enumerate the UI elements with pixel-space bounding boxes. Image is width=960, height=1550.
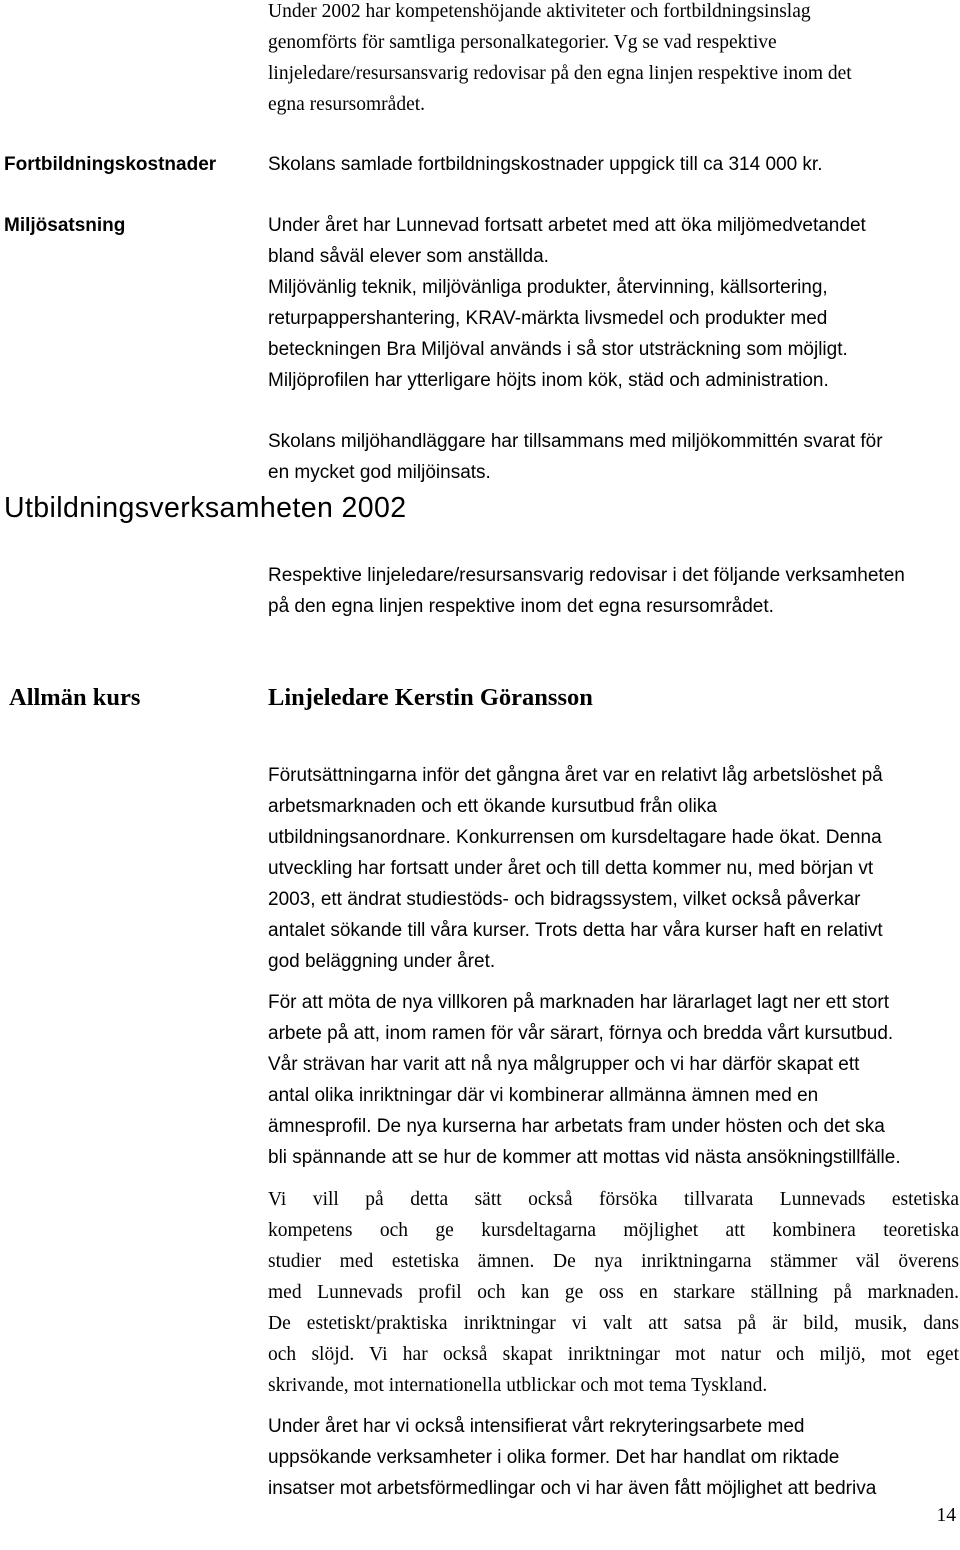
section-intro-line: på den egna linjen respektive inom det egna resursområdet. [268, 596, 774, 617]
course-line: med Lunnevads profil och kan ge oss en starkare ställning på marknaden. [268, 1282, 959, 1303]
miljo-line: en mycket god miljöinsats. [268, 462, 491, 483]
fortbildning-label: Fortbildningskostnader [4, 154, 217, 175]
miljo-line: Miljövänlig teknik, miljövänliga produkter, återvinning, källsortering, [268, 277, 828, 298]
course-line: För att möta de nya villkoren på marknaden har lärarlaget lagt ner ett stort [268, 992, 889, 1013]
course-line: arbete på att, inom ramen för vår särart, förnya och bredda vårt kursutbud. [268, 1023, 894, 1044]
page-number: 14 [936, 1505, 956, 1526]
course-leader: Linjeledare Kerstin Göransson [268, 684, 593, 711]
course-paragraph-justified [268, 1184, 959, 1401]
intro-line: egna resursområdet. [268, 94, 426, 115]
miljo-label: Miljösatsning [4, 215, 126, 236]
section-intro-line: Respektive linjeledare/resursansvarig redovisar i det följande verksamheten [268, 565, 905, 586]
course-line: studier med estetiska ämnen. De nya inriktningarna stämmer väl överens [268, 1251, 959, 1272]
course-line: bli spännande att se hur de kommer att mottas vid nästa ansökningstillfälle. [268, 1147, 901, 1168]
miljo-line: beteckningen Bra Miljöval används i så stor utsträckning som möjligt. [268, 339, 848, 360]
course-line: och slöjd. Vi har också skapat inriktningar mot natur och miljö, mot eget [268, 1344, 959, 1365]
course-line: uppsökande verksamheter i olika former. Det har handlat om riktade [268, 1447, 840, 1468]
course-line: utveckling har fortsatt under året och till detta kommer nu, med början vt [268, 858, 874, 879]
course-line: utbildningsanordnare. Konkurrensen om kursdeltagare hade ökat. Denna [268, 827, 882, 848]
course-line: antalet sökande till våra kurser. Trots detta har våra kurser haft en relativt [268, 920, 883, 941]
course-line: antal olika inriktningar där vi kombinerar allmänna ämnen med en [268, 1085, 819, 1106]
course-line: god beläggning under året. [268, 951, 496, 972]
course-line: skrivande, mot internationella utblickar och mot tema Tyskland. [268, 1375, 768, 1396]
course-line: De estetiskt/praktiska inriktningar vi valt att satsa på är bild, musik, dans [268, 1313, 959, 1334]
miljo-line: Skolans miljöhandläggare har tillsammans med miljökommittén svarat för [268, 431, 883, 452]
course-line: kompetens och ge kursdeltagarna möjlighet att kombinera teoretiska [268, 1220, 959, 1241]
course-line: 2003, ett ändrat studiestöds- och bidragssystem, vilket också påverkar [268, 889, 861, 910]
miljo-line: returpappershantering, KRAV-märkta livsmedel och produkter med [268, 308, 828, 329]
fortbildning-text: Skolans samlade fortbildningskostnader uppgick till ca 314 000 kr. [268, 154, 823, 175]
intro-line: Under 2002 har kompetenshöjande aktiviteter och fortbildningsinslag [268, 1, 811, 22]
miljo-line: Miljöprofilen har ytterligare höjts inom kök, städ och administration. [268, 370, 829, 391]
miljo-line: Under året har Lunnevad fortsatt arbetet med att öka miljömedvetandet [268, 215, 866, 236]
miljo-line: bland såväl elever som anställda. [268, 246, 549, 267]
course-line: insatser mot arbetsförmedlingar och vi har även fått möjlighet att bedriva [268, 1478, 877, 1499]
course-line: Vi vill på detta sätt också försöka tillvarata Lunnevads estetiska [268, 1189, 959, 1210]
course-line: Förutsättningarna inför det gångna året var en relativt låg arbetslöshet på [268, 765, 883, 786]
course-line: Vår strävan har varit att nå nya målgrupper och vi har därför skapat ett [268, 1054, 860, 1075]
intro-line: genomförts för samtliga personalkategorier. Vg se vad respektive [268, 32, 777, 53]
course-line: ämnesprofil. De nya kurserna har arbetats fram under hösten och det ska [268, 1116, 885, 1137]
intro-line: linjeledare/resursansvarig redovisar på den egna linjen respektive inom det [268, 63, 852, 84]
section-heading: Utbildningsverksamheten 2002 [4, 492, 407, 524]
course-label: Allmän kurs [9, 684, 141, 711]
course-line: Under året har vi också intensifierat vårt rekryteringsarbete med [268, 1416, 805, 1437]
course-line: arbetsmarknaden och ett ökande kursutbud från olika [268, 796, 717, 817]
